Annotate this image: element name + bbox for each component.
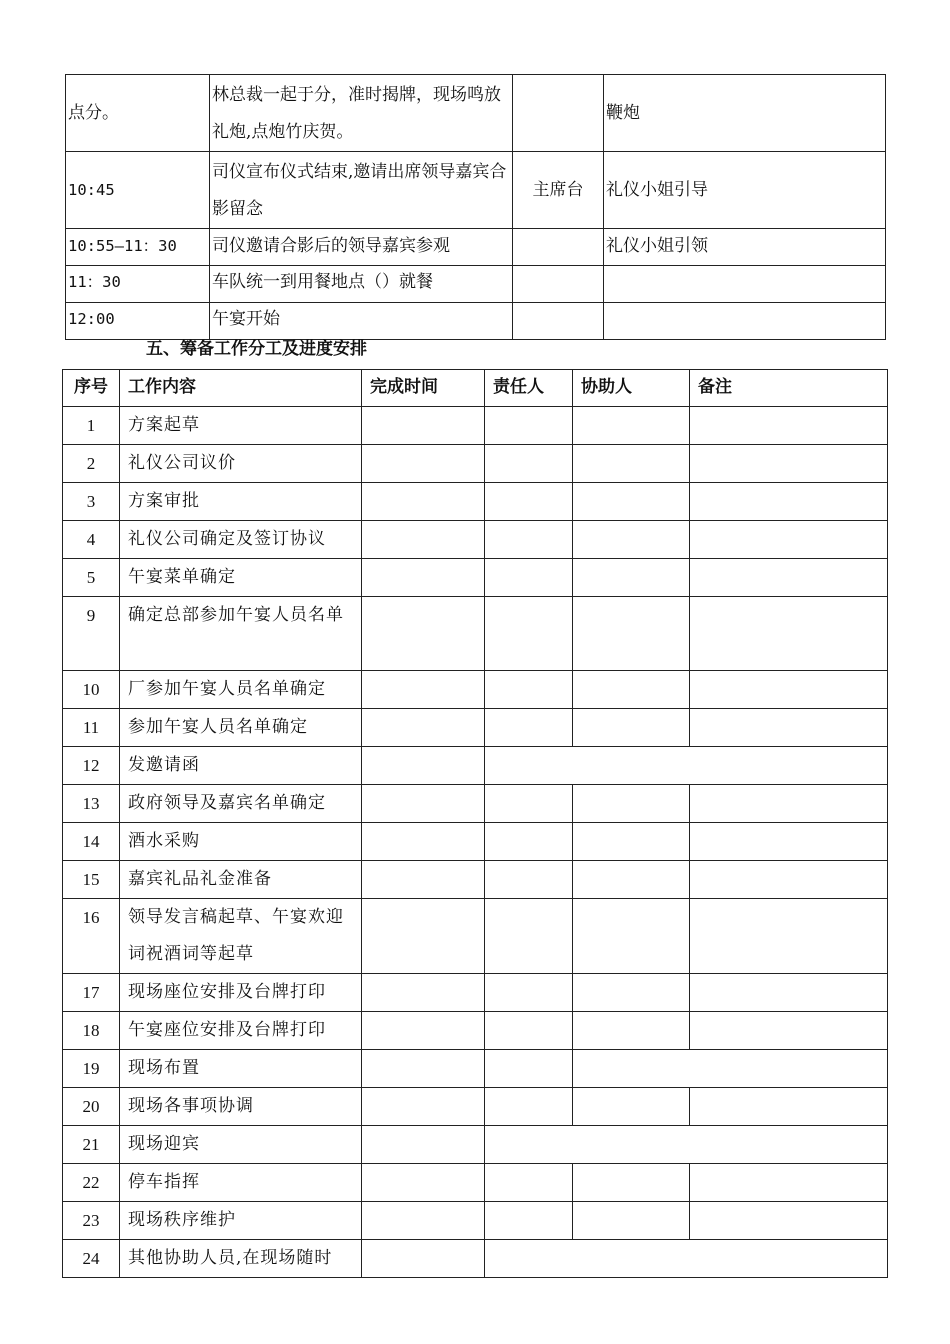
task-no: 14 [63,823,120,861]
schedule-time: 10:55—11：30 [66,229,210,266]
task-row [63,785,888,823]
task-row [63,559,888,597]
schedule-row [66,266,886,303]
task-row [63,521,888,559]
task-time [362,709,485,747]
task-no: 17 [63,974,120,1012]
task-no: 13 [63,785,120,823]
task-time [362,445,485,483]
task-time [362,747,485,785]
task-remark [690,1164,888,1202]
task-assist [573,407,690,445]
task-time [362,899,485,974]
task-work: 参加午宴人员名单确定 [120,709,362,747]
header-owner: 责任人 [485,370,573,407]
task-remark [690,974,888,1012]
schedule-time: 12:00 [66,303,210,340]
task-time [362,1088,485,1126]
task-time [362,597,485,671]
task-owner [485,1164,573,1202]
task-merged-cell [485,1126,888,1164]
task-owner [485,785,573,823]
schedule-note [604,303,886,340]
task-remark [690,559,888,597]
task-row [63,1126,888,1164]
task-row [63,861,888,899]
task-row [63,823,888,861]
schedule-note: 鞭炮 [604,75,886,152]
task-row [63,747,888,785]
task-time [362,823,485,861]
task-time [362,974,485,1012]
task-owner [485,445,573,483]
task-assist [573,1164,690,1202]
task-remark [690,1202,888,1240]
task-row [63,671,888,709]
schedule-time: 点分。 [66,75,210,152]
task-header-row [63,370,888,407]
header-work: 工作内容 [120,370,362,407]
schedule-note: 礼仪小姐引导 [604,152,886,229]
task-assist [573,1088,690,1126]
task-no: 12 [63,747,120,785]
task-no: 23 [63,1202,120,1240]
task-time [362,1202,485,1240]
task-row [63,1088,888,1126]
task-time [362,559,485,597]
task-no: 3 [63,483,120,521]
task-no: 18 [63,1012,120,1050]
section-title: 五、筹备工作分工及进度安排 [146,339,367,359]
schedule-location [513,303,604,340]
task-assist [573,1012,690,1050]
schedule-content: 午宴开始 [210,303,513,340]
task-owner [485,521,573,559]
task-work: 午宴座位安排及台牌打印 [120,1012,362,1050]
task-no: 15 [63,861,120,899]
task-time [362,483,485,521]
task-work: 现场布置 [120,1050,362,1088]
task-work: 礼仪公司确定及签订协议 [120,521,362,559]
task-assist [573,597,690,671]
task-no: 11 [63,709,120,747]
schedule-time: 11：30 [66,266,210,303]
task-no: 21 [63,1126,120,1164]
task-merged-cell [573,1050,888,1088]
task-row [63,709,888,747]
task-owner [485,407,573,445]
schedule-note [604,266,886,303]
task-time [362,1050,485,1088]
schedule-location [513,229,604,266]
task-time [362,671,485,709]
task-assist [573,823,690,861]
header-assist: 协助人 [573,370,690,407]
task-work: 方案起草 [120,407,362,445]
task-row [63,1012,888,1050]
task-remark [690,483,888,521]
task-work: 酒水采购 [120,823,362,861]
task-work: 领导发言稿起草、午宴欢迎词祝酒词等起草 [120,899,362,974]
task-row [63,483,888,521]
task-work: 现场各事项协调 [120,1088,362,1126]
task-owner [485,671,573,709]
task-work: 确定总部参加午宴人员名单 [120,597,362,671]
schedule-location: 主席台 [513,152,604,229]
task-owner [485,899,573,974]
task-remark [690,521,888,559]
task-time [362,785,485,823]
task-work: 礼仪公司议价 [120,445,362,483]
task-time [362,407,485,445]
task-remark [690,445,888,483]
task-time [362,1164,485,1202]
task-remark [690,597,888,671]
task-owner [485,597,573,671]
task-remark [690,1088,888,1126]
task-no: 2 [63,445,120,483]
task-remark [690,407,888,445]
task-owner [485,1088,573,1126]
task-table [62,369,888,1278]
task-row [63,899,888,974]
task-assist [573,445,690,483]
header-remark: 备注 [690,370,888,407]
task-no: 20 [63,1088,120,1126]
task-time [362,861,485,899]
task-remark [690,1012,888,1050]
task-no: 9 [63,597,120,671]
task-owner [485,1202,573,1240]
task-owner [485,974,573,1012]
task-owner [485,483,573,521]
task-row [63,1240,888,1278]
task-remark [690,671,888,709]
task-time [362,1126,485,1164]
task-assist [573,521,690,559]
task-no: 16 [63,899,120,974]
task-work: 停车指挥 [120,1164,362,1202]
task-work: 现场迎宾 [120,1126,362,1164]
task-work: 现场秩序维护 [120,1202,362,1240]
task-work: 发邀请函 [120,747,362,785]
schedule-table [65,74,886,340]
task-time [362,1012,485,1050]
schedule-content: 车队统一到用餐地点（）就餐 [210,266,513,303]
schedule-row [66,75,886,152]
task-no: 5 [63,559,120,597]
task-row [63,407,888,445]
task-work: 嘉宾礼品礼金准备 [120,861,362,899]
task-no: 4 [63,521,120,559]
task-remark [690,899,888,974]
task-owner [485,709,573,747]
task-no: 19 [63,1050,120,1088]
task-owner [485,559,573,597]
schedule-note: 礼仪小姐引领 [604,229,886,266]
task-assist [573,861,690,899]
task-remark [690,823,888,861]
task-work: 方案审批 [120,483,362,521]
task-row [63,1164,888,1202]
task-remark [690,785,888,823]
task-time [362,521,485,559]
task-work: 其他协助人员,在现场随时 [120,1240,362,1278]
schedule-location [513,75,604,152]
schedule-content: 林总裁一起于分，准时揭牌，现场鸣放礼炮,点炮竹庆贺。 [210,75,513,152]
task-owner [485,861,573,899]
task-assist [573,974,690,1012]
task-assist [573,1202,690,1240]
schedule-row [66,152,886,229]
task-work: 午宴菜单确定 [120,559,362,597]
task-assist [573,483,690,521]
schedule-row [66,303,886,340]
header-no: 序号 [63,370,120,407]
task-time [362,1240,485,1278]
schedule-time: 10:45 [66,152,210,229]
task-assist [573,671,690,709]
task-owner [485,1050,573,1088]
schedule-content: 司仪邀请合影后的领导嘉宾参观 [210,229,513,266]
task-owner [485,1012,573,1050]
task-no: 10 [63,671,120,709]
task-owner [485,823,573,861]
header-time: 完成时间 [362,370,485,407]
task-assist [573,559,690,597]
task-row [63,445,888,483]
task-remark [690,709,888,747]
schedule-location [513,266,604,303]
task-work: 政府领导及嘉宾名单确定 [120,785,362,823]
task-row [63,1202,888,1240]
task-work: 厂参加午宴人员名单确定 [120,671,362,709]
task-merged-cell [485,1240,888,1278]
task-row [63,597,888,671]
task-no: 1 [63,407,120,445]
task-row [63,974,888,1012]
task-assist [573,785,690,823]
task-row [63,1050,888,1088]
schedule-row [66,229,886,266]
task-no: 22 [63,1164,120,1202]
task-assist [573,709,690,747]
task-remark [690,861,888,899]
task-merged-cell [485,747,888,785]
task-work: 现场座位安排及台牌打印 [120,974,362,1012]
task-no: 24 [63,1240,120,1278]
task-assist [573,899,690,974]
schedule-content: 司仪宣布仪式结束,邀请出席领导嘉宾合影留念 [210,152,513,229]
